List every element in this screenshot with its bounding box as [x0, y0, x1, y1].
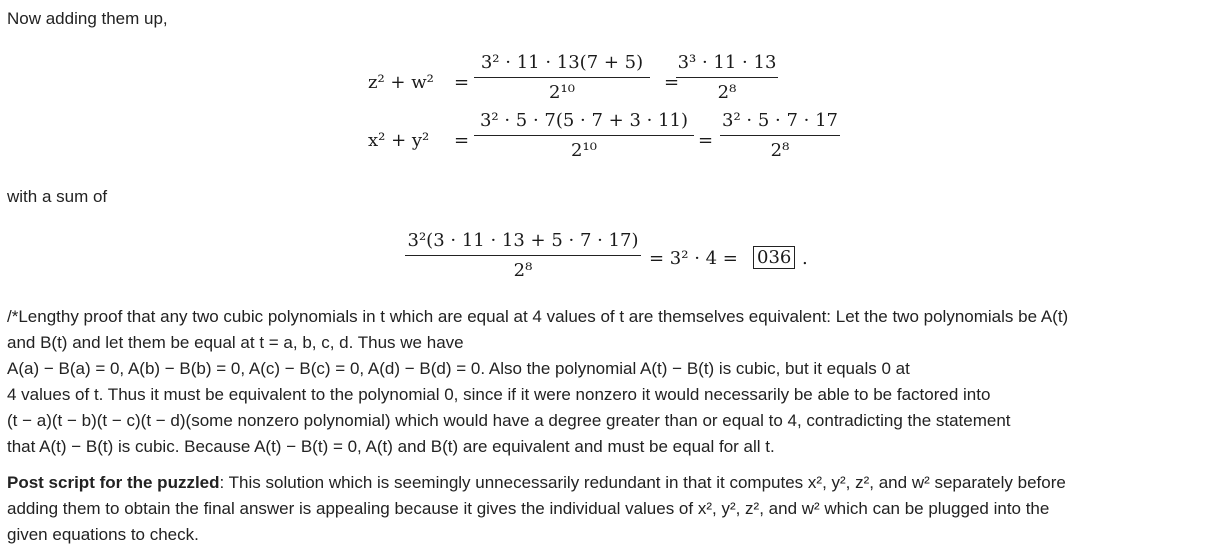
sum-rhs: = 3² · 4 = [649, 248, 738, 269]
proof-line-2: and B(t) and let them be equal at t = a, b, c, d. Thus we have [7, 333, 464, 352]
eq1-frac1-denominator: 2¹⁰ [549, 82, 575, 103]
ps-line-2: adding them to obtain the final answer is appealing because it gives the individual values of x², y², z², and w² which can be plugged into the [7, 499, 1050, 518]
eq1-frac2-denominator: 2⁸ [717, 82, 737, 103]
fraction-bar [676, 77, 778, 78]
proof-line-5: (t − a)(t − b)(t − c)(t − d)(some nonzero polynomial) which would have a degree greater than or equal to 4, contradicting the statement [7, 411, 1011, 430]
eq1-fraction-2 [676, 52, 778, 103]
eq1-frac2-numerator: 3³ · 11 · 13 [677, 52, 777, 73]
fraction-bar [474, 77, 650, 78]
sum-equation [405, 230, 825, 290]
eq2-equals-2: = [698, 130, 714, 151]
eq1-equals-2: = [664, 72, 680, 93]
sum-fraction [405, 230, 641, 281]
proof-line-3: A(a) − B(a) = 0, A(b) − B(b) = 0, A(c) − B(c) = 0, A(d) − B(d) = 0. Also the polynomial A(t) − B(t) is cubic, but it equals 0 at [7, 359, 910, 378]
ps-line-3: given equations to check. [7, 525, 199, 544]
ps-line-1 [7, 470, 1066, 496]
eq1-fraction-1 [474, 52, 650, 103]
boxed-answer: 036 [753, 246, 795, 269]
eq2-fraction-2 [720, 110, 840, 161]
period: . [802, 248, 808, 269]
eq1-lhs: z² + w² [368, 72, 434, 93]
ps-text-1: : This solution which is seemingly unnecessarily redundant in that it computes x², y², z², and w² separately before [219, 473, 1066, 492]
fraction-bar [405, 255, 641, 256]
intro-text: Now adding them up, [7, 9, 168, 28]
equation-x-y [368, 110, 848, 170]
eq1-frac1-numerator: 3² · 11 · 13(7 + 5) [480, 52, 644, 73]
proof-line-4: 4 values of t. Thus it must be equivalent to the polynomial 0, since if it were nonzero it would necessarily be able to be factored into [7, 385, 991, 404]
proof-line-6: that A(t) − B(t) is cubic. Because A(t) − B(t) = 0, A(t) and B(t) are equivalent and must be equal for all t. [7, 437, 775, 456]
sum-numerator: 3²(3 · 11 · 13 + 5 · 7 · 17) [407, 230, 639, 251]
eq2-frac2-denominator: 2⁸ [770, 140, 790, 161]
ps-label: Post script for the puzzled [7, 473, 220, 492]
sum-denominator: 2⁸ [513, 260, 533, 281]
equation-z-w [368, 52, 848, 112]
sum-label: with a sum of [7, 187, 108, 206]
eq2-equals-1: = [454, 130, 470, 151]
eq2-frac1-denominator: 2¹⁰ [571, 140, 597, 161]
eq2-fraction-1 [474, 110, 694, 161]
eq2-lhs: x² + y² [368, 130, 430, 151]
eq2-frac2-numerator: 3² · 5 · 7 · 17 [722, 110, 838, 131]
proof-line-1: /*Lengthy proof that any two cubic polynomials in t which are equal at 4 values of t are themselves equivalent: Let the two polynomials be A(t) [7, 307, 1069, 326]
fraction-bar [720, 135, 840, 136]
eq1-equals-1: = [454, 72, 470, 93]
fraction-bar [474, 135, 694, 136]
eq2-frac1-numerator: 3² · 5 · 7(5 · 7 + 3 · 11) [479, 110, 689, 131]
